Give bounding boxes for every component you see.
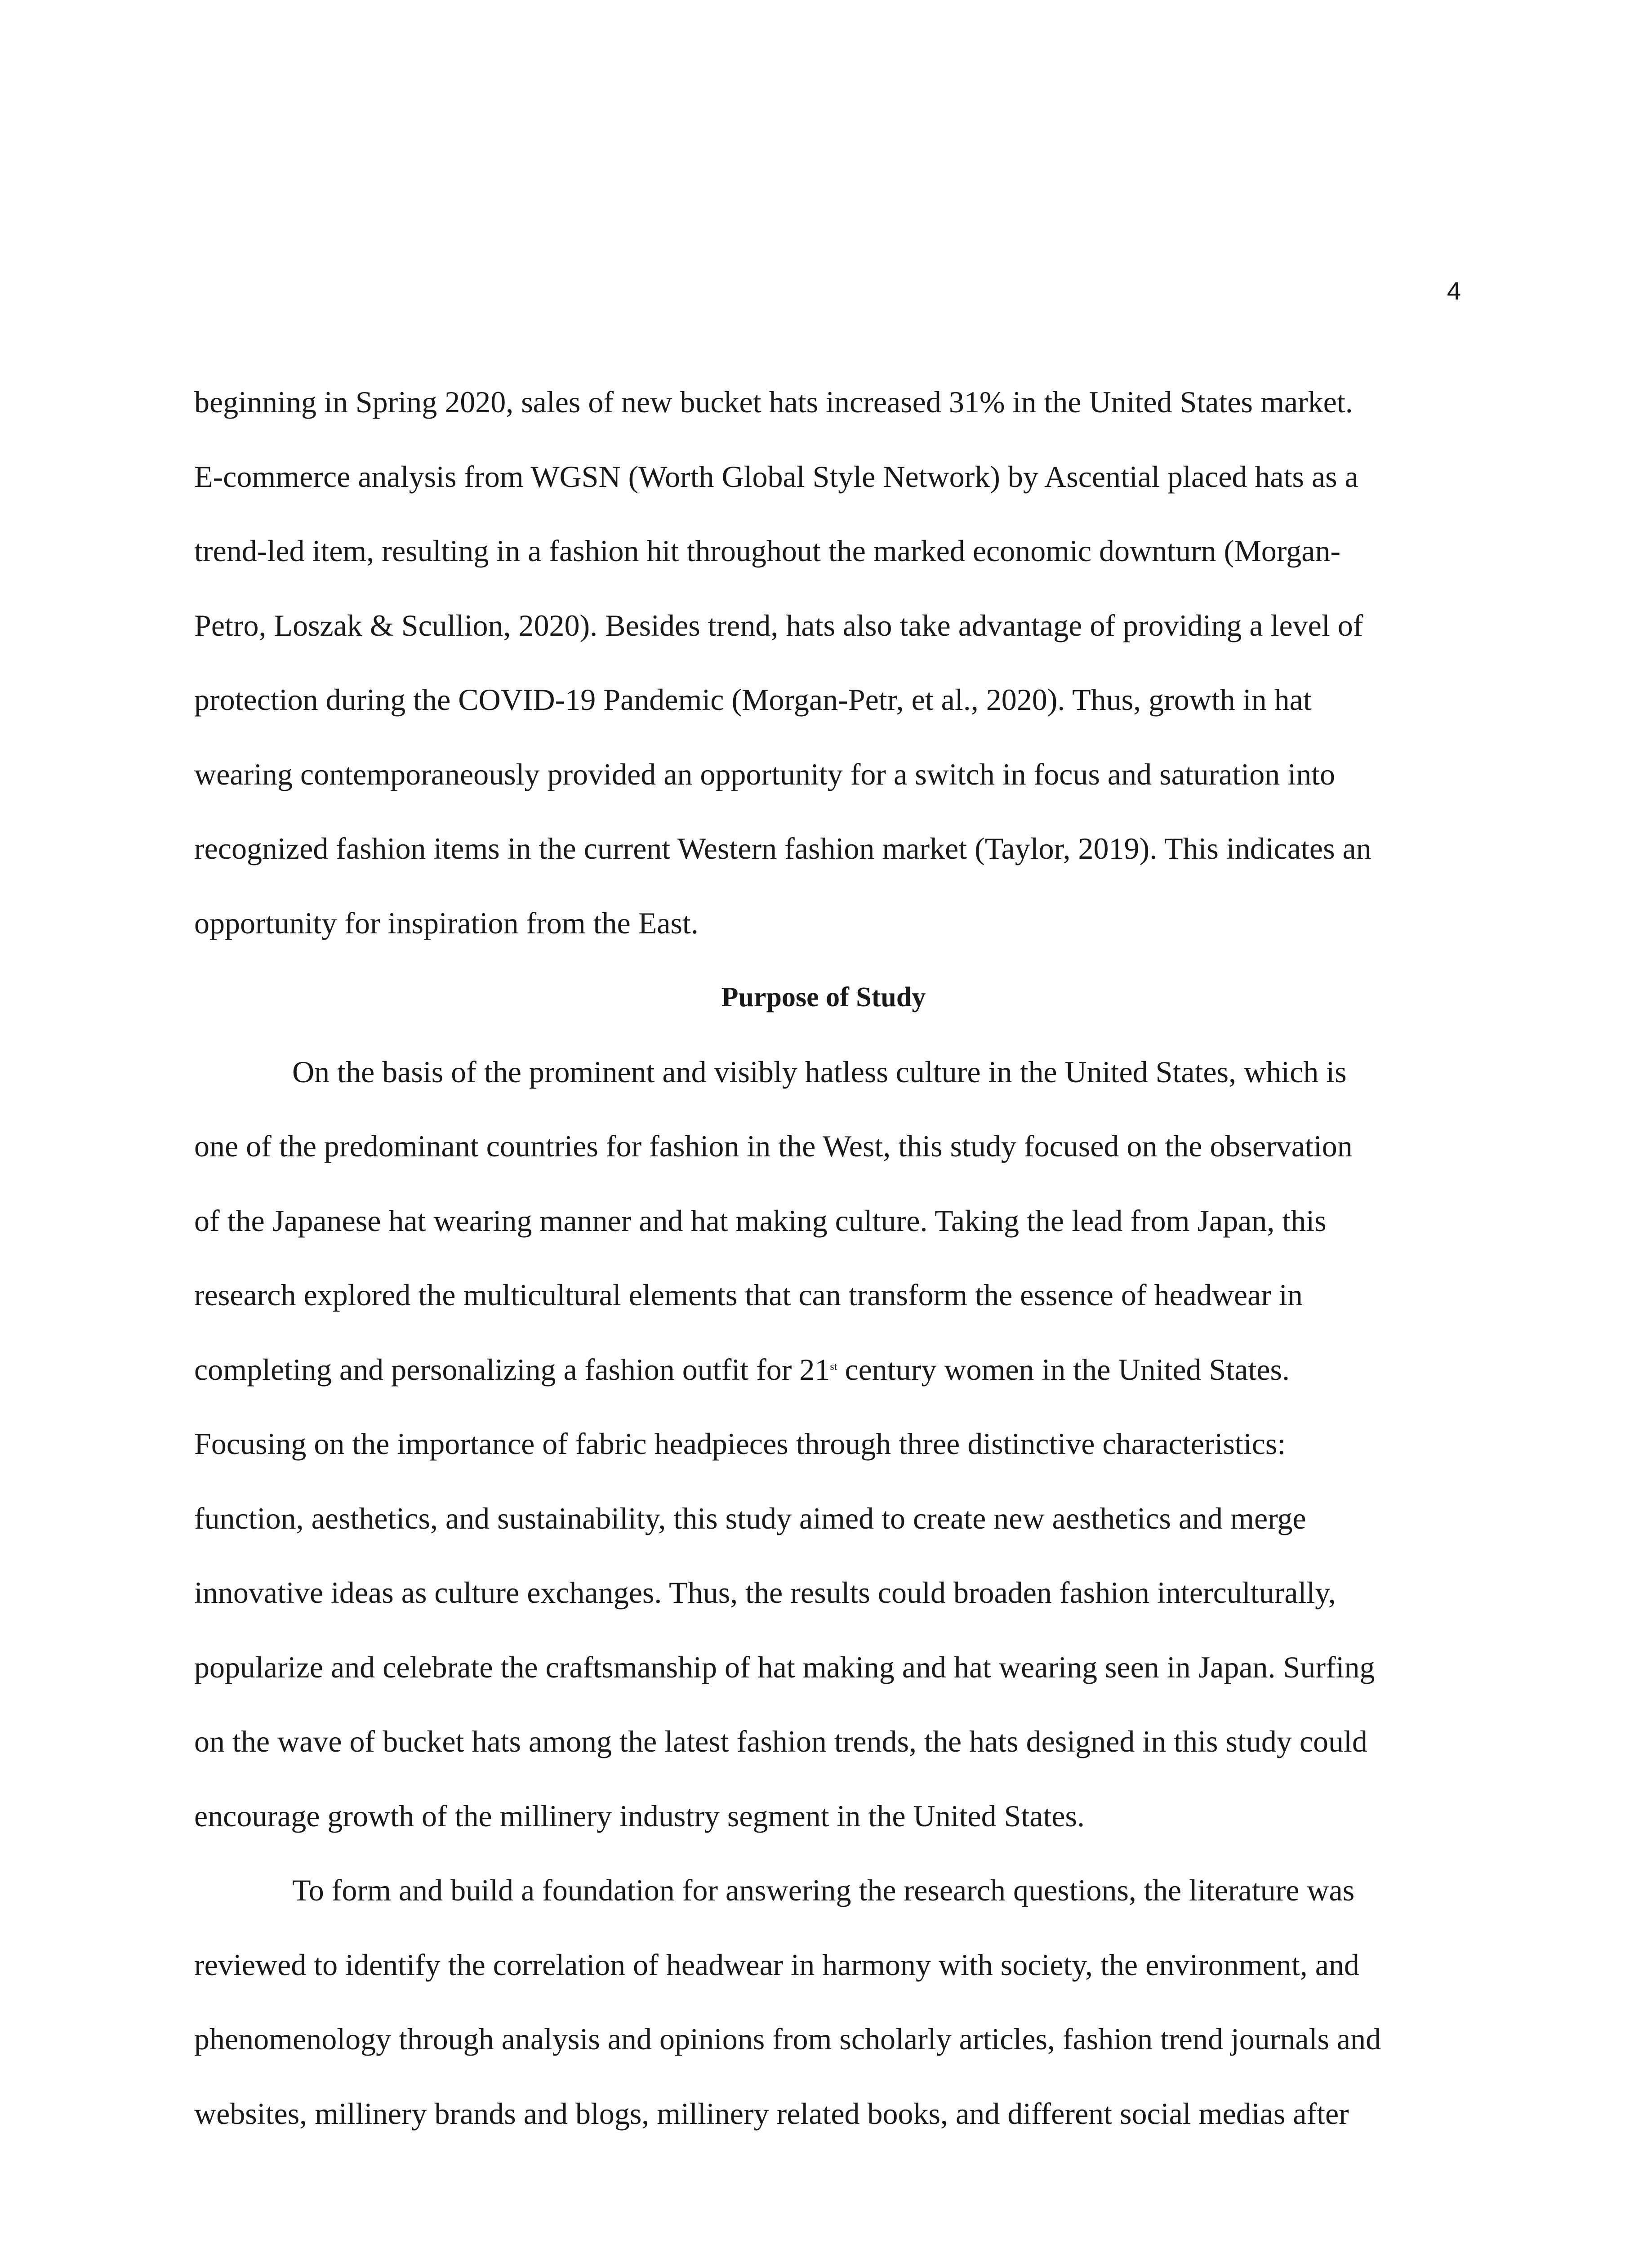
text-line: opportunity for inspiration from the East. bbox=[194, 905, 699, 940]
text-segment: century women in the United States. bbox=[837, 1352, 1290, 1387]
text-line: on the wave of bucket hats among the latest fashion trends, the hats designed in this study could bbox=[194, 1724, 1367, 1758]
section-heading: Purpose of Study bbox=[721, 982, 926, 1012]
text-line: On the basis of the prominent and visibly hatless culture in the United States, which is bbox=[292, 1054, 1347, 1089]
text-line: recognized fashion items in the current Western fashion market (Taylor, 2019). This indicates an bbox=[194, 831, 1371, 865]
text-line: trend-led item, resulting in a fashion hit throughout the marked economic downturn (Morgan- bbox=[194, 534, 1341, 568]
text-line: function, aesthetics, and sustainability, this study aimed to create new aesthetics and merge bbox=[194, 1501, 1306, 1535]
paragraph bbox=[194, 1853, 1453, 2151]
text-line: Petro, Loszak & Scullion, 2020). Besides trend, hats also take advantage of providing a level of bbox=[194, 608, 1363, 642]
text-line: popularize and celebrate the craftsmanship of hat making and hat wearing seen in Japan. Surfing bbox=[194, 1650, 1375, 1684]
text-segment: completing and personalizing a fashion outfit for 21 bbox=[194, 1352, 830, 1387]
text-line: innovative ideas as culture exchanges. Thus, the results could broaden fashion interculturally, bbox=[194, 1575, 1336, 1610]
text-line: encourage growth of the millinery industry segment in the United States. bbox=[194, 1798, 1085, 1833]
text-line: beginning in Spring 2020, sales of new bucket hats increased 31% in the United States market. bbox=[194, 385, 1353, 419]
text-line: websites, millinery brands and blogs, millinery related books, and different social medias after bbox=[194, 2096, 1349, 2131]
text-line: research explored the multicultural elements that can transform the essence of headwear in bbox=[194, 1278, 1303, 1312]
paragraph bbox=[194, 365, 1453, 960]
text-line: Focusing on the importance of fabric headpieces through three distinctive characteristics: bbox=[194, 1427, 1286, 1461]
text-line: of the Japanese hat wearing manner and hat making culture. Taking the lead from Japan, this bbox=[194, 1203, 1327, 1238]
text-line: protection during the COVID-19 Pandemic (Morgan-Petr, et al., 2020). Thus, growth in hat bbox=[194, 682, 1312, 717]
text-line: wearing contemporaneously provided an opportunity for a switch in focus and saturation into bbox=[194, 757, 1336, 791]
body-text bbox=[194, 365, 1453, 2151]
text-line: To form and build a foundation for answering the research questions, the literature was bbox=[292, 1873, 1355, 1907]
text-line bbox=[194, 1333, 1453, 1407]
page-number: 4 bbox=[1447, 277, 1461, 305]
superscript-ordinal: st bbox=[830, 1360, 837, 1373]
text-line: one of the predominant countries for fashion in the West, this study focused on the observation bbox=[194, 1129, 1353, 1163]
paragraph bbox=[194, 1035, 1453, 1854]
text-line: E-commerce analysis from WGSN (Worth Global Style Network) by Ascential placed hats as a bbox=[194, 459, 1358, 494]
text-line: phenomenology through analysis and opinions from scholarly articles, fashion trend journals and bbox=[194, 2022, 1381, 2056]
text-line: reviewed to identify the correlation of headwear in harmony with society, the environment, and bbox=[194, 1947, 1359, 1982]
